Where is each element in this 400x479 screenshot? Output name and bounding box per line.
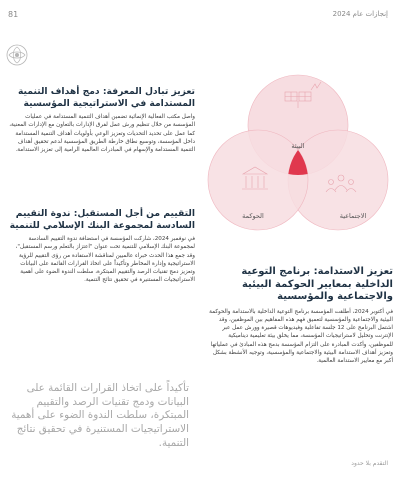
venn-label-environment: البيئة xyxy=(291,142,305,150)
institution-logo-icon xyxy=(6,44,28,66)
section-body: في نوفمبر 2024، شاركت المؤسسة في استضافة ندوة التقييم السادسة لمجموعة البنك الإسلامي للتنمية تحت عنوان "اعتزاز بالتعلم ورسم المستقبل"، وقد جمع هذا الحدث خبراء عالميين لمناقشة الاستفادة من رؤى التقييم للرؤية الاستراتيجية وإدارة المخاطر وتأكيداً على اتخاذ القرارات القائمة على البيانات وتعزيز دمج تقنيات الرصد والتقييم المبتكرة، سلطت الندوة الضوء على أهمية الاستراتيجيات المستنيرة في تحقيق نتائج التنمية. xyxy=(15,236,195,284)
venn-svg xyxy=(203,70,393,260)
section-body: واصل مكتب الفعالية الإنمائية تضمين أهداف التنمية المستدامة في عمليات المؤسسة من خلال تنظيم ورش عمل لفرق الإدارات بالتعاون مع الإدارات المعنية، كما عمل على تحديد التحديات وتعزيز الوعي بأولويات أهداف التنمية المستدامة داخل المؤسسة، وتوسيع نطاق خارطة الطريق المؤسسية لدعم تحقيق أهداف التنمية المستدامة والإسهام في المبادرات العالمية الرامية إلى تعزيز الاستدامة. xyxy=(9,114,195,154)
venn-label-governance: الحوكمة xyxy=(242,212,264,220)
header-title: إنجازات عام 2024 xyxy=(332,10,388,18)
page-header xyxy=(8,10,388,24)
page-footer: التقدم بلا حدود xyxy=(351,460,388,467)
section-body: في أكتوبر 2024، أطلقت المؤسسة برنامج التوعية الداخلية بالاستدامة والحوكمة البيئية والاجتماعية والمؤسسية لتعميق فهم هذه المفاهيم بين الموظفين، وقد اشتمل البرنامج على 12 جلسة تفاعلية وفيديوهات قصيرة وورش عمل عبر الإنترنت وتحليل لاستراتيجيات المؤسسة، مما يخلق بيئة تعليمية ديناميكية للموظفين، وأكدت المبادرة على التزام المؤسسة بدمج هذه المبادئ في عملياتها وتعزيز أهداف الاستدامة البيئية والاجتماعية والمؤسسية، وتوجيه الأنشطة بشكل أكبر مع معايير الاستدامة العالمية. xyxy=(209,308,393,365)
section-esg-awareness xyxy=(203,266,393,365)
venn-label-social: الاجتماعية xyxy=(339,212,367,220)
section-evaluation-symposium xyxy=(7,208,195,285)
section-title: التقييم من أجل المستقبل: ندوة التقييم السادسة لمجموعة البنك الإسلامي للتنمية xyxy=(9,208,195,231)
section-sdg-integration xyxy=(7,86,195,154)
page-number: 81 xyxy=(8,10,19,19)
esg-venn-diagram xyxy=(203,70,393,260)
section-title: تعزيز تبادل المعرفة: دمج أهداف التنمية المستدامة في الاستراتيجية المؤسسية xyxy=(17,86,195,109)
section-title: تعزيز الاستدامة: برنامج التوعية الداخلية بمعايير الحوكمة البيئية والاجتماعية والمؤسسية xyxy=(241,266,393,302)
pull-quote: تأكيداً على اتخاذ القرارات القائمة على البيانات ودمج تقنيات الرصد والتقييم المبتكرة، سلطت الندوة الضوء على أهمية الاستراتيجيات المستنيرة في تحقيق نتائج التنمية. xyxy=(11,382,189,449)
